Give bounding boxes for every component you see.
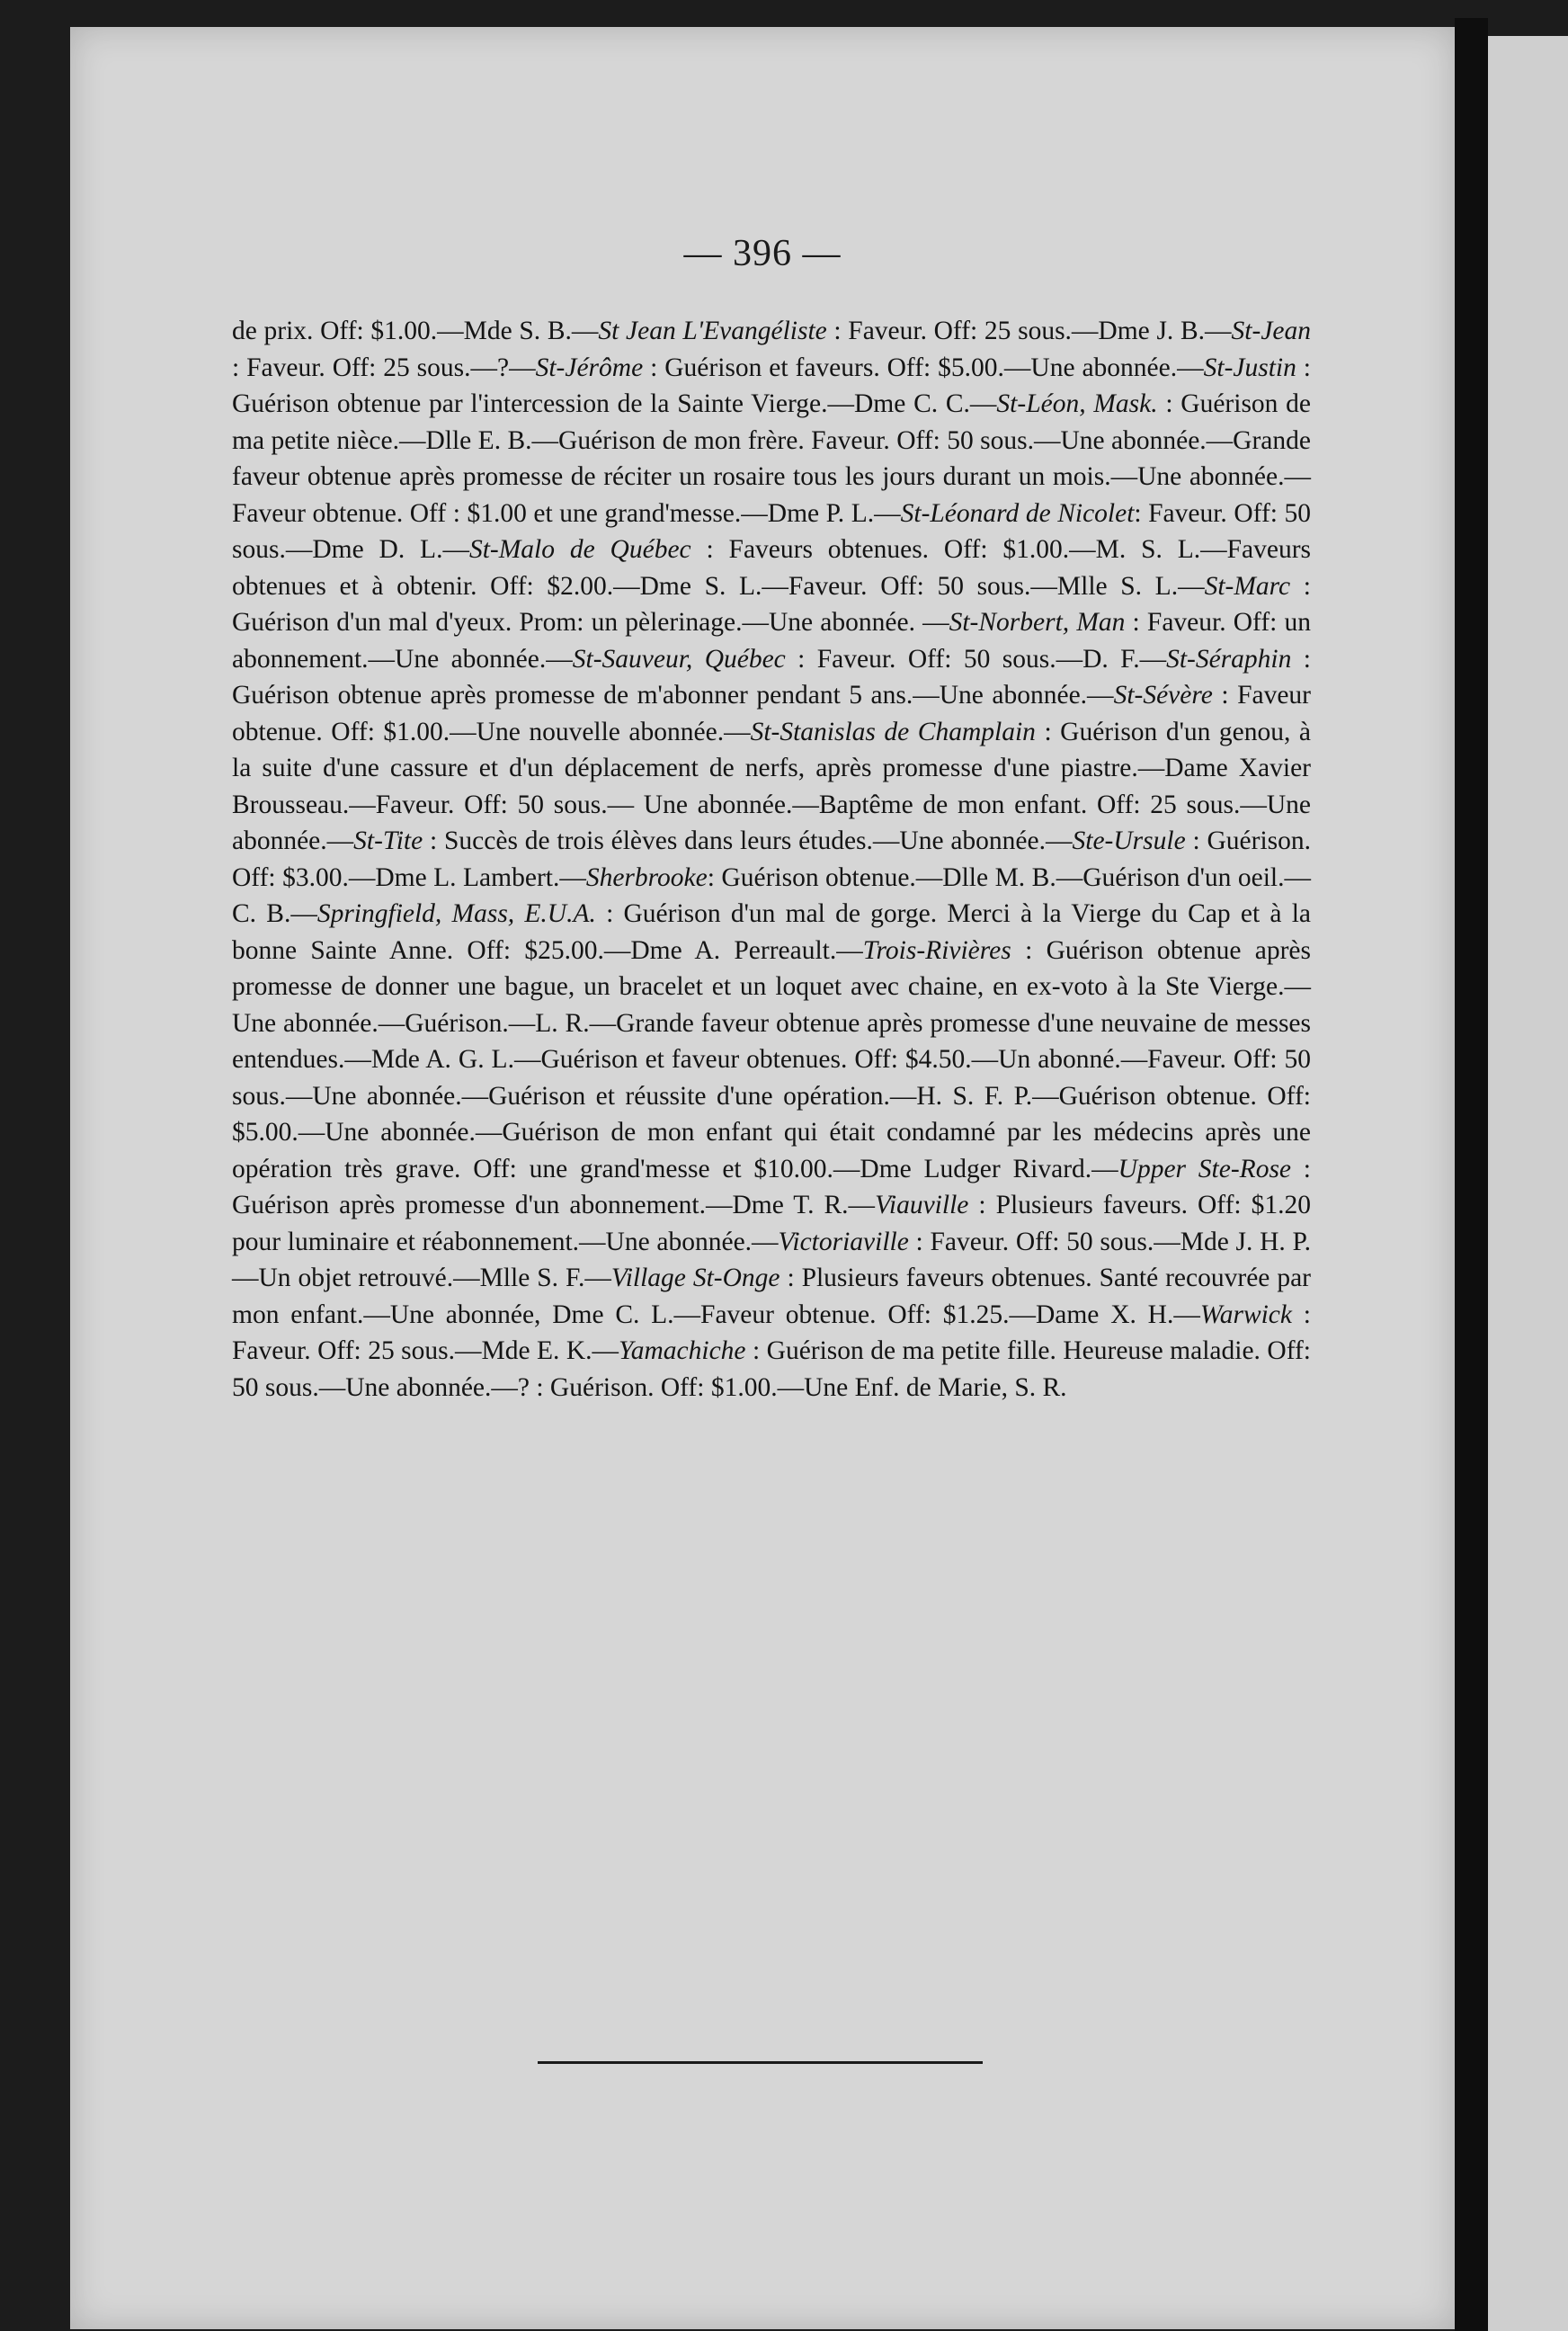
body-text	[232, 313, 1311, 1406]
text-run: : Faveurs obtenues. Off: $1.00.—M. S. L.—Faveurs obtenues et à obtenir. Off: $2.00.—Dme S. L.—Faveur. Off: 50 sous.—Mlle S. L.—	[232, 535, 1311, 601]
place-name: St-Jérôme	[535, 353, 644, 382]
text-run: : Guérison obtenue après promesse de m'abonner pendant 5 ans.—Une abonnée.—	[232, 644, 1311, 710]
text-run: de prix. Off: $1.00.—Mde S. B.—	[232, 317, 599, 345]
text-run: : Guérison. Off: $3.00.—Dme L. Lambert.—	[232, 826, 1311, 892]
text-run: : Faveur. Off: 25 sous.—Mde E. K.—	[232, 1299, 1311, 1365]
scanned-page	[70, 27, 1455, 2329]
text-run: : Guérison d'un mal d'yeux. Prom: un pèlerinage.—Une abonnée. —	[232, 571, 1311, 637]
place-name: Viauville	[875, 1191, 969, 1219]
place-name: St-Sauveur, Québec	[572, 644, 786, 674]
place-name: Warwick	[1199, 1299, 1292, 1329]
text-run: : Plusieurs faveurs. Off: $1.20 pour luminaire et réabonnement.—Une abonnée.—	[232, 1191, 1311, 1256]
place-name: Yamachiche	[619, 1336, 746, 1365]
page-number: — 396 —	[683, 233, 842, 274]
text-run: : Faveur obtenue. Off: $1.00.—Une nouvelle abonnée.—	[232, 681, 1311, 746]
text-run: : Faveur. Off: un abonnement.—Une abonnée.—	[232, 608, 1311, 674]
place-name: Sherbrooke	[585, 862, 708, 892]
place-name: St-Marc	[1204, 571, 1291, 601]
text-run: : Guérison d'un genou, à la suite d'une cassure et d'un déplacement de nerfs, après promesse d'une piastre.—Dame Xavier Brousseau.—Faveur. Off: 50 sous.— Une abonnée.—Baptême de mon enfant. Off: 25 sous.—Une abonnée.—	[232, 717, 1311, 855]
text-run: : Guérison obtenue.—Dlle M. B.—Guérison d'un oeil.—C. B.—	[232, 862, 1311, 928]
text-run: : Faveur. Off: 50 sous.—Dme D. L.—	[232, 498, 1312, 564]
text-run: : Guérison de ma petite fille. Heureuse maladie. Off: 50 sous.—Une abonnée.—? : Guérison. Off: $1.00.—Une Enf. de Marie, S. R.	[232, 1336, 1311, 1402]
text-run: : Faveur. Off: 50 sous.—D. F.—	[785, 644, 1167, 674]
place-name: Village St-Onge	[610, 1264, 780, 1292]
text-run: : Plusieurs faveurs obtenues. Santé recouvrée par mon enfant.—Une abonnée, Dme C. L.—Faveur obtenue. Off: $1.25.—Dame X. H.—	[232, 1264, 1311, 1329]
place-name: St-Jean	[1231, 317, 1312, 345]
text-run: : Faveur. Off: 25 sous.—?—	[232, 353, 536, 382]
place-name: St Jean L'Evangéliste	[598, 317, 827, 345]
place-name: St-Justin	[1203, 353, 1296, 382]
book-gutter	[1455, 18, 1488, 2331]
place-name: St-Séraphin	[1166, 644, 1292, 674]
text-run: : Faveur. Off: 25 sous.—Dme J. B.—	[826, 317, 1232, 345]
place-name: Trois-Rivières	[862, 935, 1011, 965]
text-run: : Guérison et faveurs. Off: $5.00.—Une abonnée.—	[643, 353, 1204, 382]
place-name: Ste-Ursule	[1072, 826, 1186, 855]
place-name: St-Léon, Mask.	[996, 389, 1158, 418]
place-name: Springfield, Mass, E.U.A.	[316, 899, 596, 928]
place-name: Victoriaville	[778, 1227, 909, 1256]
place-name: St-Malo de Québec	[468, 535, 691, 564]
place-name: Upper Ste-Rose	[1118, 1154, 1292, 1183]
place-name: St-Stanislas de Champlain	[750, 717, 1036, 746]
adjacent-page-edge	[1488, 36, 1568, 2331]
place-name: St-Sévère	[1113, 681, 1213, 710]
place-name: St-Tite	[353, 826, 423, 855]
section-rule	[538, 2061, 983, 2064]
text-run: : Guérison d'un mal de gorge. Merci à la Vierge du Cap et à la bonne Sainte Anne. Off: $25.00.—Dme A. Perreault.—	[232, 899, 1311, 965]
text-run: : Guérison obtenue par l'intercession de la Sainte Vierge.—Dme C. C.—	[232, 353, 1311, 418]
place-name: St-Norbert, Man	[949, 608, 1126, 637]
place-name: St-Léonard de Nicolet	[900, 498, 1135, 528]
text-run: : Guérison après promesse d'un abonnement.—Dme T. R.—	[232, 1154, 1312, 1219]
text-run: : Succès de trois élèves dans leurs études.—Une abonnée.—	[423, 826, 1073, 855]
text-run: : Guérison obtenue après promesse de donner une bague, un bracelet et un loquet avec chaine, en ex-voto à la Ste Vierge.—Une abonnée.—Guérison.—L. R.—Grande faveur obtenue après promesse d'une neuvaine de messes entendues.—Mde A. G. L.—Guérison et faveur obtenues. Off: $4.50.—Un abonné.—Faveur. Off: 50 sous.—Une abonnée.—Guérison et réussite d'une opération.—H. S. F. P.—Guérison obtenue. Off: $5.00.—Une abonnée.—Guérison de mon enfant qui était condamné par les médecins après une opération très grave. Off: une grand'messe et $10.00.—Dme Ludger Rivard.—	[232, 935, 1311, 1183]
text-run: : Guérison de ma petite nièce.—Dlle E. B.—Guérison de mon frère. Faveur. Off: 50 sous.—Une abonnée.—Grande faveur obtenue après promesse de réciter un rosaire tous les jours durant un mois.—Une abonnée.—Faveur obtenue. Off : $1.00 et une grand'messe.—Dme P. L.—	[232, 389, 1312, 528]
text-run: : Faveur. Off: 50 sous.—Mde J. H. P.—Un objet retrouvé.—Mlle S. F.—	[232, 1227, 1311, 1292]
